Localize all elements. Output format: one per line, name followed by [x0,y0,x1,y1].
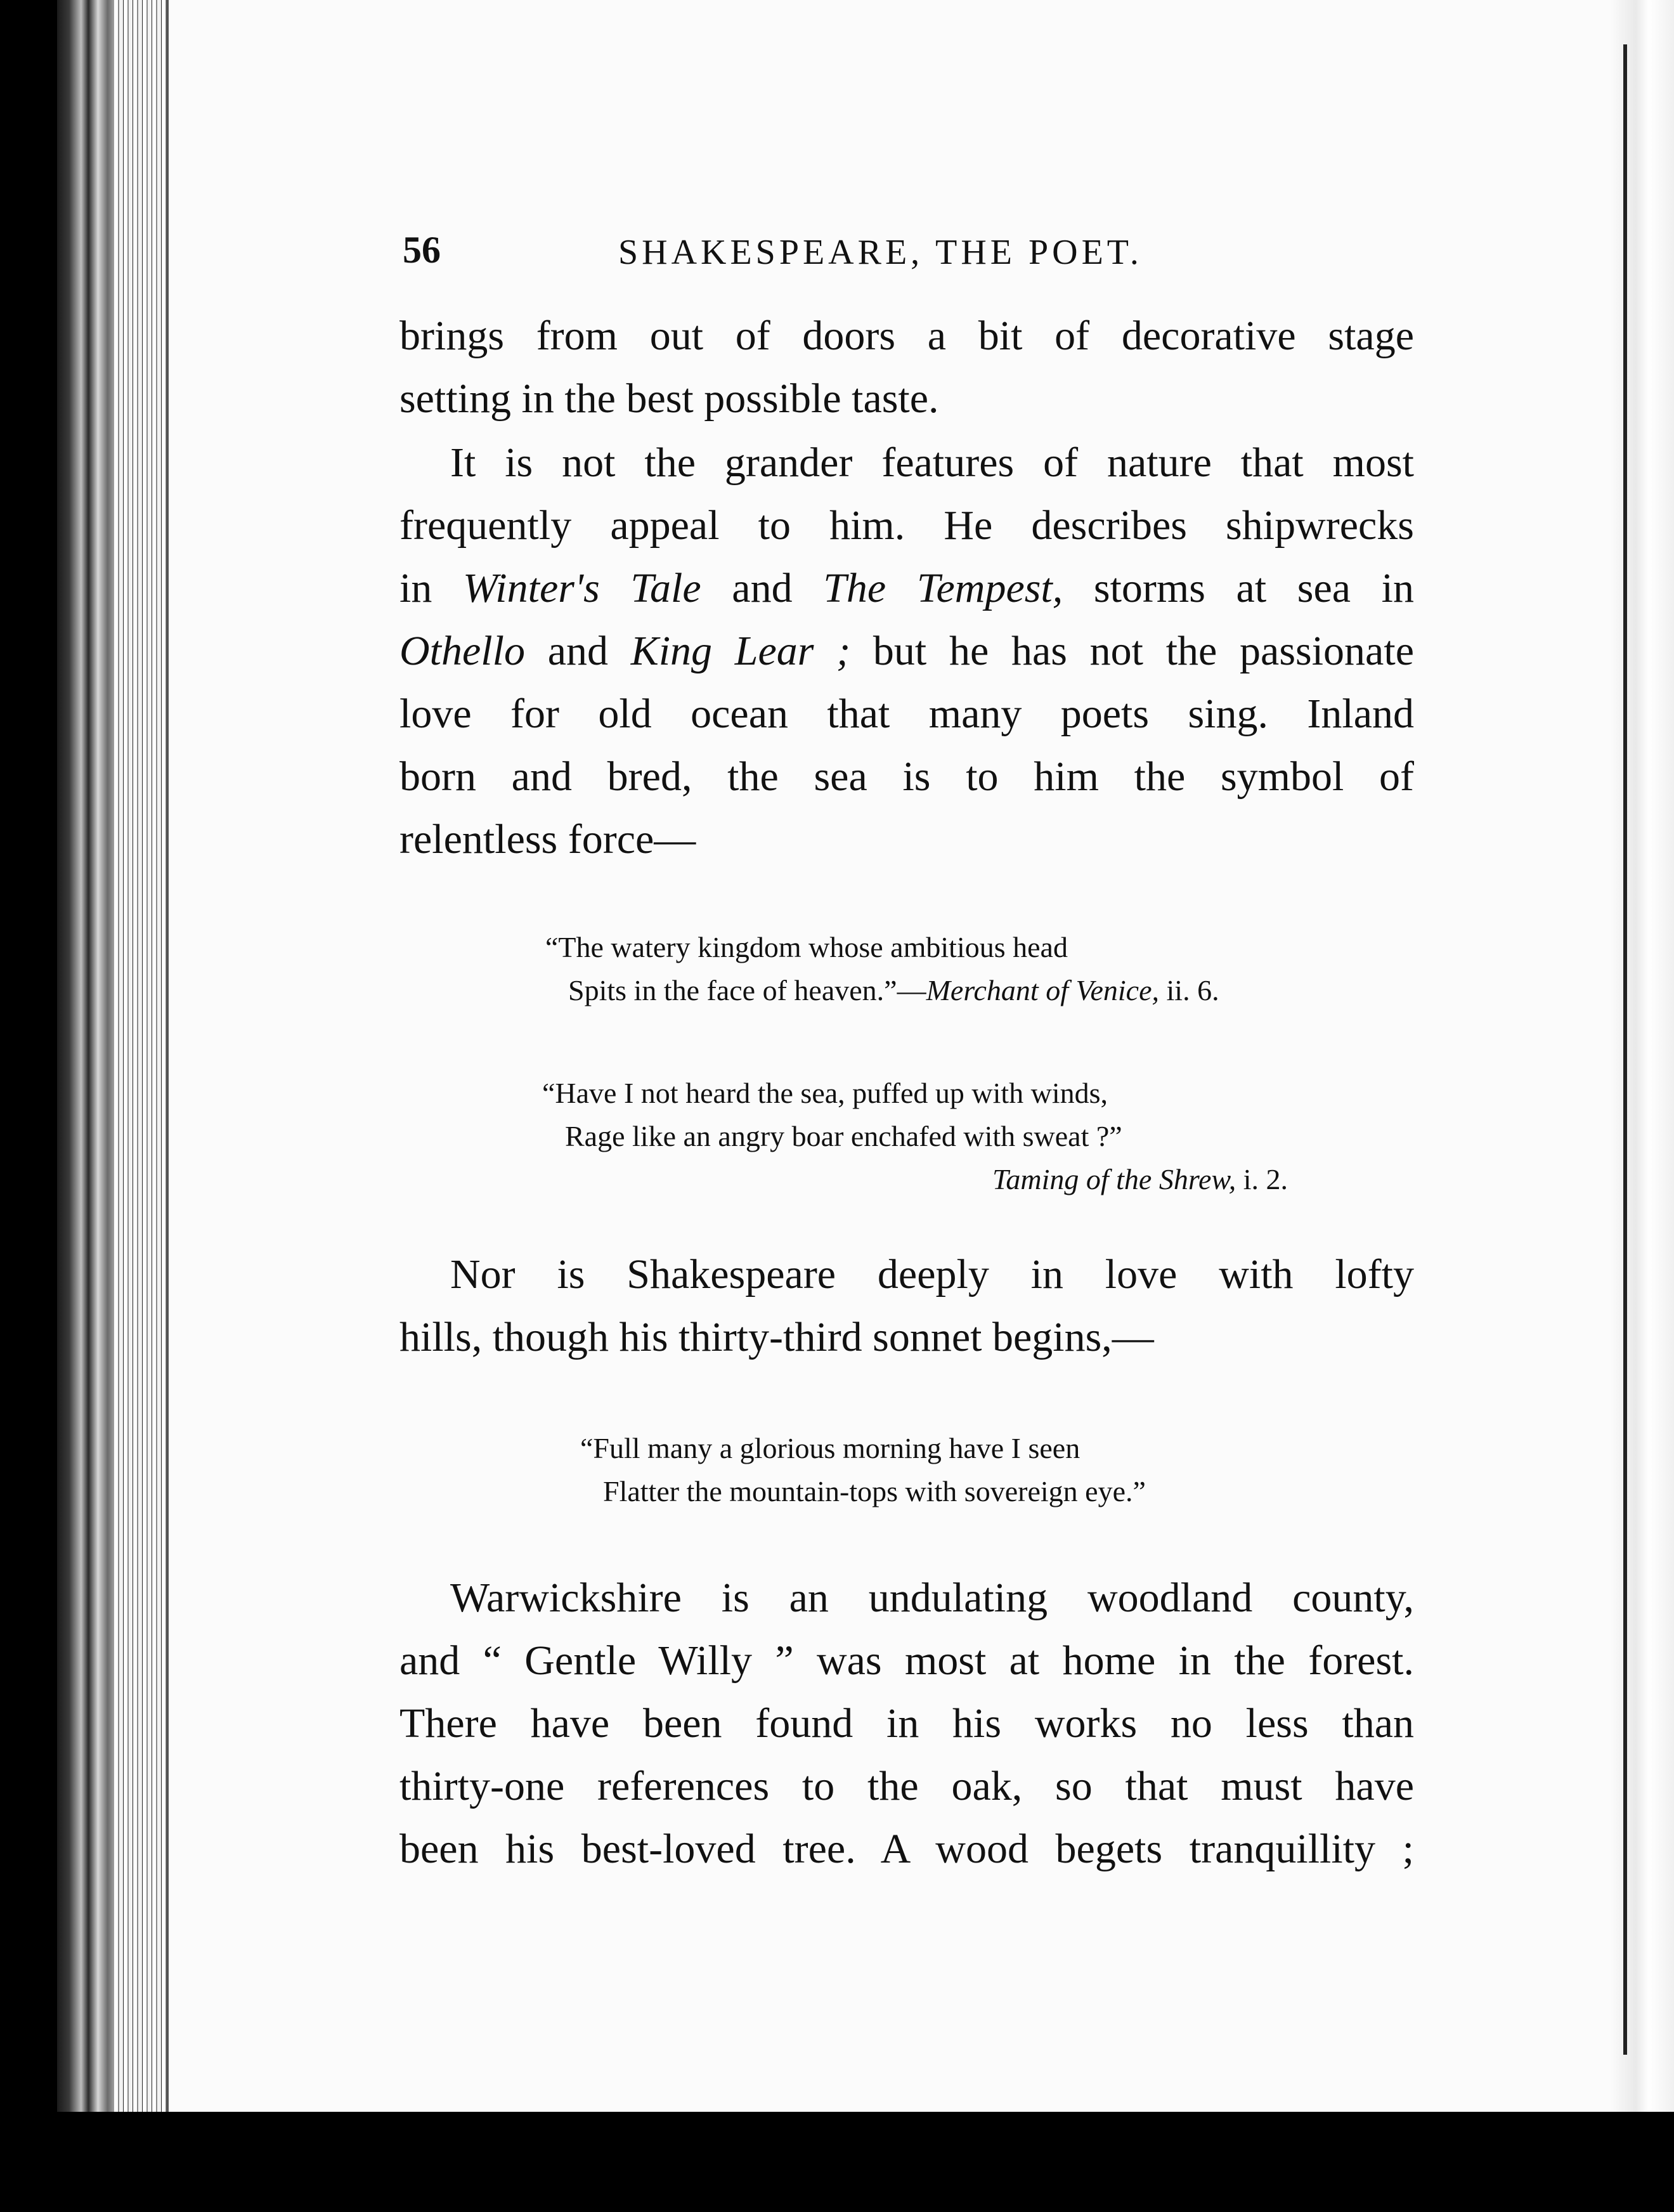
quote-merchant-of-venice [545,926,1219,1012]
paragraph-4 [399,1566,1414,1880]
play-title: Winter's Tale [462,565,701,611]
quote-attribution [542,1158,1288,1201]
paragraph-1 [399,304,1414,430]
quote-line: Flatter the mountain-tops with sovereign eye.” [603,1475,1146,1507]
paragraph-line: and “ Gentle Willy ” was most at home in the forest. [399,1637,1414,1684]
play-title: The Tempest, [823,565,1063,611]
quote-line: “Full many a glorious morning have I seen [580,1432,1080,1464]
paragraph-line [399,557,1414,620]
quote-line [545,969,1219,1012]
quote-sonnet-33 [580,1427,1146,1513]
paragraph-line: It is not the grander features of nature that most [450,439,1414,486]
paragraph-line: born and bred, the sea is to him the symbol of [399,753,1414,800]
right-edge-rule [1623,44,1627,2055]
paragraph-line: frequently appeal to him. He describes shipwrecks [399,502,1414,549]
paragraph-line: Warwickshire is an undulating woodland county, [450,1575,1414,1621]
paragraph-line: setting in the best possible taste. [399,375,939,422]
text-run: and [524,628,631,674]
quote-line: “Have I not heard the sea, puffed up with winds, [542,1077,1108,1109]
running-title: SHAKESPEARE, THE POET. [618,233,1143,272]
text-run: i. 2. [1236,1163,1288,1195]
paragraph-2 [399,431,1414,871]
paragraph-line: love for old ocean that many poets sing. Inland [399,691,1414,737]
text-run: storms at sea in [1063,565,1415,611]
running-head [403,228,1271,279]
page-number: 56 [403,229,441,271]
paragraph-3 [399,1243,1414,1369]
paragraph-line: Nor is Shakespeare deeply in love with lofty [450,1251,1414,1298]
quote-line: “The watery kingdom whose ambitious head [545,931,1068,963]
paragraph-line: brings from out of doors a bit of decorative stage [399,313,1414,359]
text-run: in [399,565,463,611]
quote-taming-of-the-shrew [542,1072,1288,1201]
paragraph-line [399,620,1414,682]
play-title: Othello [399,628,525,674]
text-run: ii. 6. [1159,974,1219,1006]
right-page-edge [1611,0,1674,2112]
paragraph-line: There have been found in his works no less than [399,1700,1414,1747]
paragraph-line: thirty-one references to the oak, so that must have [399,1763,1414,1809]
text-run: but he has not the passionate [850,628,1414,674]
quote-source: Taming of the Shrew, [992,1163,1236,1195]
paragraph-line: hills, though his thirty-third sonnet begins,— [399,1314,1154,1360]
text-run: Spits in the face of heaven.”— [568,974,926,1006]
quote-source: Merchant of Venice, [926,974,1160,1006]
quote-line: Rage like an angry boar enchafed with sweat ?” [565,1120,1122,1152]
paragraph-line: relentless force— [399,816,696,862]
text-run: and [701,565,824,611]
scan-background [0,2112,1674,2212]
play-title: King Lear ; [630,628,851,674]
paragraph-line: been his best-loved tree. A wood begets tranquillity ; [399,1826,1414,1872]
